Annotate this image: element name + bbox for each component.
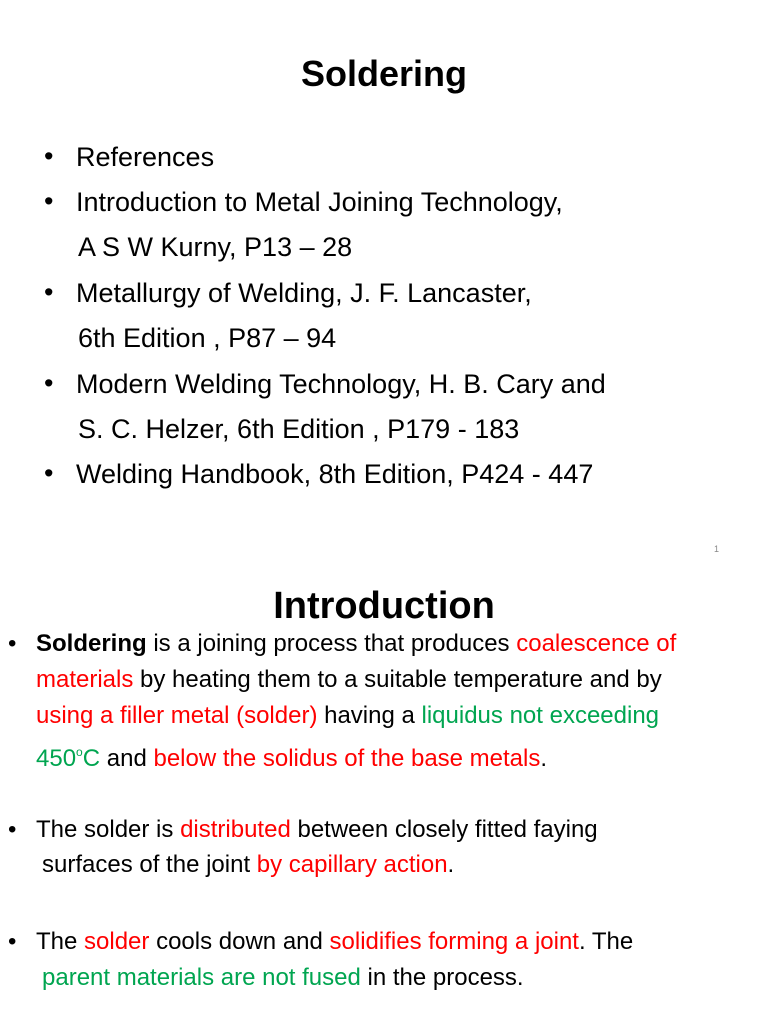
reference-heading: References [76, 142, 215, 172]
slide-number: 1 [714, 544, 720, 554]
paragraph-line [36, 736, 547, 775]
highlight-red: distributed [180, 816, 291, 843]
paragraph-line [36, 814, 598, 846]
highlight-red: by capillary action [256, 851, 448, 878]
text-run: The [36, 928, 85, 955]
paragraph-line [36, 628, 676, 660]
text-run: The solder is [36, 816, 181, 843]
highlight-red: solder [84, 928, 150, 955]
highlight-green: liquidus not exceeding [421, 702, 660, 729]
slide-introduction [0, 560, 768, 1024]
reference-item-continued: S. C. Helzer, 6th Edition , P179 - 183 [78, 414, 520, 444]
bullet-marker: • [44, 277, 54, 307]
text-run: having a [317, 702, 422, 729]
text-run: cools down and [149, 928, 330, 955]
degree-symbol: o [76, 745, 83, 759]
bullet-marker: • [44, 141, 54, 171]
bullet-marker: • [44, 186, 54, 216]
highlight-red: coalescence of [516, 630, 677, 657]
text-run: and [100, 745, 154, 772]
highlight-red: using a filler metal (solder) [36, 702, 318, 729]
text-run: . The [578, 928, 634, 955]
paragraph-line [42, 962, 524, 994]
reference-item: Metallurgy of Welding, J. F. Lancaster, [76, 278, 532, 308]
text-run: surfaces of the joint [42, 851, 257, 878]
reference-item: Introduction to Metal Joining Technology, [76, 187, 563, 217]
reference-item: Modern Welding Technology, H. B. Cary and [76, 369, 606, 399]
highlight-green: C [82, 745, 101, 772]
slide-title: Soldering [300, 53, 467, 94]
reference-item-continued: 6th Edition , P87 – 94 [78, 323, 337, 353]
paragraph-line [36, 700, 659, 732]
highlight-green: parent materials are not fused [42, 964, 361, 991]
highlight-red: solidifies forming a joint [329, 928, 579, 955]
text-run: between closely fitted faying [290, 816, 598, 843]
highlight-red: materials [36, 666, 134, 693]
bullet-marker: • [44, 368, 54, 398]
text-run: in the process. [360, 964, 524, 991]
text-run: . [447, 851, 455, 878]
text-run: is a joining process that produces [146, 630, 517, 657]
paragraph-line [42, 849, 454, 881]
reference-item: Welding Handbook, 8th Edition, P424 - 447 [76, 459, 594, 489]
paragraph-line [36, 664, 662, 696]
bullet-marker: • [8, 928, 17, 955]
highlight-red: below the solidus of the base metals [153, 745, 541, 772]
slide-title: Introduction [273, 585, 495, 627]
paragraph-line [36, 926, 633, 958]
bullet-marker: • [8, 816, 17, 843]
text-run: by heating them to a suitable temperature and by [133, 666, 662, 693]
bullet-marker: • [8, 630, 17, 657]
bullet-marker: • [44, 458, 54, 488]
text-run: . [540, 745, 548, 772]
term-soldering: Soldering [36, 630, 147, 657]
reference-item-continued: A S W Kurny, P13 – 28 [78, 232, 353, 262]
highlight-green: 450 [36, 745, 77, 772]
